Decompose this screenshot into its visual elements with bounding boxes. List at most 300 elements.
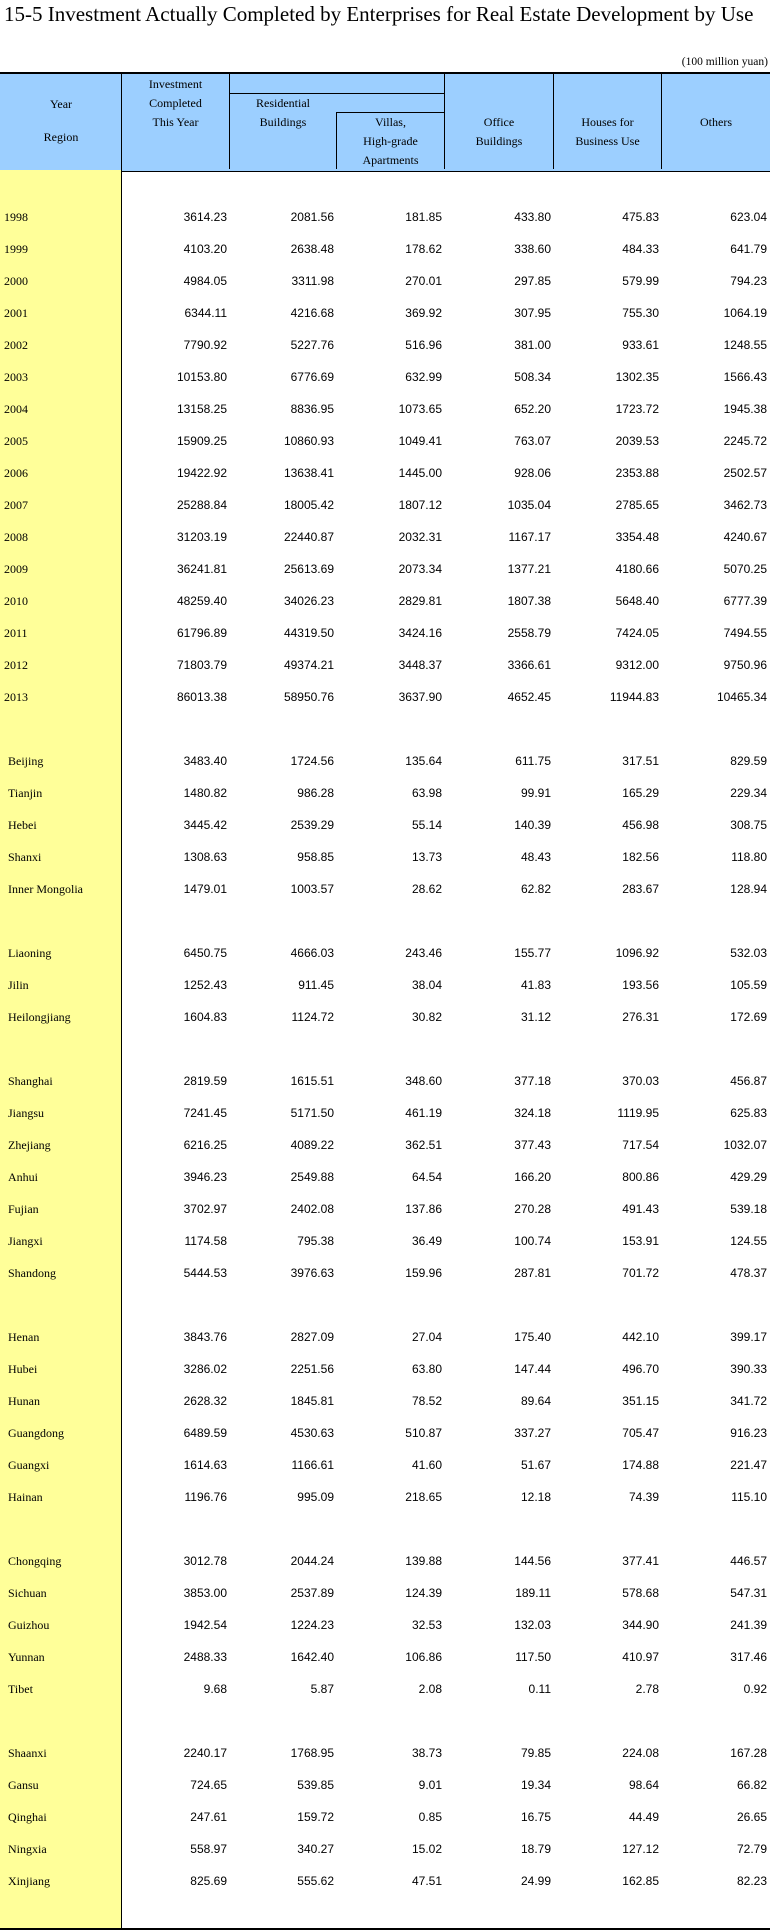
table-cell: 2537.89 xyxy=(290,1586,334,1600)
table-row xyxy=(0,306,770,326)
table-cell: 1252.43 xyxy=(183,978,227,992)
table-cell: 429.29 xyxy=(730,1170,767,1184)
table-cell: 1167.17 xyxy=(508,530,551,544)
table-cell: 159.72 xyxy=(297,1810,334,1824)
year-label: 2011 xyxy=(4,626,28,640)
table-cell: 124.39 xyxy=(405,1586,442,1600)
table-cell: 2044.24 xyxy=(290,1554,334,1568)
table-cell: 44319.50 xyxy=(283,626,334,640)
header-residential: Residential Buildings xyxy=(256,96,310,129)
table-cell: 36.49 xyxy=(411,1234,442,1248)
table-cell: 701.72 xyxy=(622,1266,659,1280)
region-label: Henan xyxy=(8,1330,40,1344)
table-cell: 547.31 xyxy=(730,1586,767,1600)
table-cell: 795.38 xyxy=(297,1234,334,1248)
year-label: 2008 xyxy=(4,530,28,544)
table-row xyxy=(0,1074,770,1094)
region-label: Guizhou xyxy=(8,1618,50,1632)
table-cell: 4530.63 xyxy=(290,1426,334,1440)
table-cell: 167.28 xyxy=(730,1746,767,1760)
region-label: Anhui xyxy=(8,1170,38,1184)
table-row xyxy=(0,1458,770,1478)
table-row xyxy=(0,1586,770,1606)
table-cell: 66.82 xyxy=(736,1778,767,1792)
region-label: Jiangxi xyxy=(8,1234,43,1248)
table-cell: 100.74 xyxy=(514,1234,551,1248)
year-label: 2007 xyxy=(4,498,28,512)
table-cell: 174.88 xyxy=(622,1458,659,1472)
table-cell: 1166.61 xyxy=(291,1458,334,1472)
table-row xyxy=(0,1682,770,1702)
table-cell: 139.88 xyxy=(405,1554,442,1568)
table-cell: 147.44 xyxy=(514,1362,551,1376)
table-cell: 3354.48 xyxy=(615,530,659,544)
table-cell: 456.98 xyxy=(622,818,659,832)
table-cell: 2.08 xyxy=(418,1682,442,1696)
table-cell: 3483.40 xyxy=(183,754,227,768)
table-cell: 1942.54 xyxy=(183,1618,227,1632)
region-label: Shaanxi xyxy=(8,1746,47,1760)
table-cell: 24.99 xyxy=(520,1874,551,1888)
table-cell: 995.09 xyxy=(297,1490,334,1504)
table-cell: 44.49 xyxy=(628,1810,659,1824)
table-cell: 1174.58 xyxy=(184,1234,227,1248)
table-cell: 6216.25 xyxy=(183,1138,227,1152)
table-cell: 478.37 xyxy=(730,1266,767,1280)
table-cell: 6489.59 xyxy=(183,1426,227,1440)
table-cell: 71803.79 xyxy=(176,658,227,672)
table-cell: 1003.57 xyxy=(290,882,334,896)
table-row xyxy=(0,1394,770,1414)
region-label: Guangxi xyxy=(8,1458,50,1472)
table-cell: 9.68 xyxy=(203,1682,227,1696)
table-cell: 461.19 xyxy=(405,1106,442,1120)
table-cell: 410.97 xyxy=(622,1650,659,1664)
table-cell: 41.60 xyxy=(411,1458,442,1472)
table-cell: 4103.20 xyxy=(183,242,227,256)
region-label: Gansu xyxy=(8,1778,39,1792)
table-cell: 22440.87 xyxy=(283,530,334,544)
table-cell: 641.79 xyxy=(730,242,767,256)
table-cell: 38.73 xyxy=(411,1746,442,1760)
table-cell: 118.80 xyxy=(731,850,767,864)
region-label: Shanghai xyxy=(8,1074,53,1088)
table-cell: 1479.01 xyxy=(183,882,227,896)
table-cell: 539.18 xyxy=(730,1202,767,1216)
table-row xyxy=(0,1778,770,1798)
table-cell: 1615.51 xyxy=(290,1074,334,1088)
region-label: Jiangsu xyxy=(8,1106,44,1120)
table-row xyxy=(0,658,770,678)
table-row xyxy=(0,850,770,870)
table-cell: 5070.25 xyxy=(723,562,767,576)
table-row xyxy=(0,498,770,518)
table-cell: 510.87 xyxy=(405,1426,442,1440)
table-cell: 3853.00 xyxy=(183,1586,227,1600)
table-cell: 516.96 xyxy=(405,338,442,352)
table-cell: 51.67 xyxy=(520,1458,551,1472)
table-cell: 135.64 xyxy=(405,754,442,768)
year-label: 2006 xyxy=(4,466,28,480)
table-cell: 558.97 xyxy=(190,1842,227,1856)
table-cell: 243.46 xyxy=(405,946,442,960)
table-cell: 307.95 xyxy=(514,306,551,320)
table-cell: 344.90 xyxy=(622,1618,659,1632)
header-region: Region xyxy=(43,130,79,144)
table-cell: 36241.81 xyxy=(176,562,227,576)
table-row xyxy=(0,1330,770,1350)
table-cell: 611.75 xyxy=(515,754,551,768)
table-cell: 377.41 xyxy=(622,1554,659,1568)
table-cell: 340.27 xyxy=(297,1842,334,1856)
table-cell: 491.43 xyxy=(622,1202,659,1216)
table-cell: 3462.73 xyxy=(723,498,767,512)
region-label: Yunnan xyxy=(8,1650,45,1664)
unit-label: (100 million yuan) xyxy=(681,56,768,68)
table-row xyxy=(0,1138,770,1158)
header-others: Others xyxy=(700,115,732,129)
table-row xyxy=(0,1874,770,1894)
table-cell: 1308.63 xyxy=(183,850,227,864)
table-cell: 1302.35 xyxy=(615,370,659,384)
year-label: 2002 xyxy=(4,338,28,352)
table-cell: 337.27 xyxy=(514,1426,551,1440)
table-cell: 2245.72 xyxy=(723,434,767,448)
table-cell: 1096.92 xyxy=(615,946,659,960)
table-cell: 717.54 xyxy=(622,1138,659,1152)
table-cell: 1049.41 xyxy=(398,434,442,448)
region-label: Shandong xyxy=(8,1266,56,1280)
table-cell: 2.78 xyxy=(635,1682,659,1696)
table-cell: 137.86 xyxy=(405,1202,442,1216)
table-cell: 172.69 xyxy=(730,1010,767,1024)
table-cell: 3424.16 xyxy=(398,626,442,640)
table-cell: 13158.25 xyxy=(176,402,227,416)
table-cell: 2549.88 xyxy=(290,1170,334,1184)
table-cell: 829.59 xyxy=(730,754,767,768)
table-cell: 19.34 xyxy=(520,1778,551,1792)
table-row xyxy=(0,1618,770,1638)
table-cell: 446.57 xyxy=(730,1554,767,1568)
table-row xyxy=(0,338,770,358)
table-cell: 916.23 xyxy=(730,1426,767,1440)
table-cell: 27.04 xyxy=(411,1330,442,1344)
table-cell: 5444.53 xyxy=(183,1266,227,1280)
table-cell: 247.61 xyxy=(190,1810,227,1824)
region-label: Hunan xyxy=(8,1394,40,1408)
table-cell: 99.91 xyxy=(520,786,551,800)
table-cell: 166.20 xyxy=(514,1170,551,1184)
table-cell: 1807.38 xyxy=(507,594,551,608)
table-row xyxy=(0,242,770,262)
table-cell: 26.65 xyxy=(736,1810,767,1824)
table-cell: 2558.79 xyxy=(507,626,551,640)
table-cell: 475.83 xyxy=(622,210,659,224)
table-cell: 132.03 xyxy=(514,1618,551,1632)
table-row xyxy=(0,786,770,806)
table-cell: 9312.00 xyxy=(615,658,659,672)
table-cell: 2039.53 xyxy=(615,434,659,448)
region-label: Tibet xyxy=(8,1682,33,1696)
header-villas: Villas, High-grade Apartments xyxy=(362,115,419,167)
year-label: 2010 xyxy=(4,594,28,608)
table-row xyxy=(0,1554,770,1574)
table-cell: 4984.05 xyxy=(183,274,227,288)
table-cell: 8836.95 xyxy=(290,402,334,416)
table-cell: 3702.97 xyxy=(183,1202,227,1216)
year-label: 2012 xyxy=(4,658,28,672)
table-cell: 1124.72 xyxy=(291,1010,334,1024)
table-cell: 89.64 xyxy=(520,1394,551,1408)
table-cell: 229.34 xyxy=(730,786,767,800)
table-cell: 362.51 xyxy=(405,1138,442,1152)
table-cell: 2251.56 xyxy=(290,1362,334,1376)
table-row xyxy=(0,882,770,902)
table-cell: 15.02 xyxy=(411,1842,442,1856)
table-cell: 159.96 xyxy=(405,1266,442,1280)
table-cell: 297.85 xyxy=(514,274,551,288)
table-cell: 317.46 xyxy=(730,1650,767,1664)
table-cell: 55.14 xyxy=(411,818,442,832)
table-cell: 1845.81 xyxy=(290,1394,334,1408)
table-cell: 0.11 xyxy=(528,1682,551,1696)
table-cell: 5.87 xyxy=(310,1682,334,1696)
table-cell: 6450.75 xyxy=(183,946,227,960)
year-label: 2013 xyxy=(4,690,28,704)
table-cell: 825.69 xyxy=(190,1874,227,1888)
table-cell: 165.29 xyxy=(622,786,659,800)
year-label: 2003 xyxy=(4,370,28,384)
table-cell: 105.59 xyxy=(730,978,767,992)
table-cell: 532.03 xyxy=(730,946,767,960)
table-row xyxy=(0,274,770,294)
table-cell: 1480.82 xyxy=(183,786,227,800)
table-cell: 218.65 xyxy=(405,1490,442,1504)
table-row xyxy=(0,1170,770,1190)
table-cell: 3445.42 xyxy=(183,818,227,832)
table-cell: 193.56 xyxy=(622,978,659,992)
table-cell: 5648.40 xyxy=(615,594,659,608)
table-cell: 539.85 xyxy=(297,1778,334,1792)
region-label: Ningxia xyxy=(8,1842,47,1856)
region-label: Hubei xyxy=(8,1362,38,1376)
table-row xyxy=(0,210,770,230)
table-cell: 28.62 xyxy=(411,882,442,896)
table-cell: 381.00 xyxy=(514,338,551,352)
table-cell: 2827.09 xyxy=(290,1330,334,1344)
table-cell: 2488.33 xyxy=(183,1650,227,1664)
table-cell: 1248.55 xyxy=(723,338,767,352)
table-cell: 928.06 xyxy=(514,466,551,480)
table-cell: 0.85 xyxy=(418,1810,442,1824)
table-cell: 1224.23 xyxy=(290,1618,334,1632)
table-cell: 390.33 xyxy=(730,1362,767,1376)
table-cell: 986.28 xyxy=(297,786,334,800)
table-cell: 578.68 xyxy=(622,1586,659,1600)
table-cell: 1945.38 xyxy=(723,402,767,416)
table-cell: 755.30 xyxy=(622,306,659,320)
table-cell: 623.04 xyxy=(730,210,767,224)
table-cell: 19422.92 xyxy=(176,466,227,480)
table-cell: 0.92 xyxy=(743,1682,767,1696)
table-row xyxy=(0,690,770,710)
table-row xyxy=(0,754,770,774)
table-cell: 221.47 xyxy=(730,1458,767,1472)
region-label: Tianjin xyxy=(8,786,43,800)
table-cell: 3976.63 xyxy=(290,1266,334,1280)
table-cell: 3843.76 xyxy=(183,1330,227,1344)
table-cell: 348.60 xyxy=(405,1074,442,1088)
table-cell: 1377.21 xyxy=(507,562,551,576)
region-label: Heilongjiang xyxy=(8,1010,71,1024)
table-cell: 63.80 xyxy=(411,1362,442,1376)
table-cell: 508.34 xyxy=(514,370,551,384)
table-cell: 1032.07 xyxy=(723,1138,767,1152)
table-cell: 106.86 xyxy=(405,1650,442,1664)
table-cell: 5171.50 xyxy=(290,1106,334,1120)
table-row xyxy=(0,466,770,486)
table-cell: 117.50 xyxy=(515,1650,551,1664)
table-cell: 2073.34 xyxy=(398,562,442,576)
table-cell: 2638.48 xyxy=(290,242,334,256)
table-row xyxy=(0,1650,770,1670)
table-cell: 144.56 xyxy=(514,1554,551,1568)
table-cell: 115.10 xyxy=(731,1490,767,1504)
table-cell: 5227.76 xyxy=(290,338,334,352)
table-cell: 162.85 xyxy=(622,1874,659,1888)
year-label: 1999 xyxy=(4,242,28,256)
table-cell: 1807.12 xyxy=(398,498,442,512)
table-cell: 6777.39 xyxy=(723,594,767,608)
table-cell: 911.45 xyxy=(298,978,334,992)
table-row xyxy=(0,1266,770,1286)
region-label: Chongqing xyxy=(8,1554,62,1568)
table-cell: 7494.55 xyxy=(723,626,767,640)
region-label: Zhejiang xyxy=(8,1138,51,1152)
table-cell: 241.39 xyxy=(730,1618,767,1632)
table-cell: 456.87 xyxy=(730,1074,767,1088)
table-cell: 181.85 xyxy=(405,210,442,224)
table-cell: 324.18 xyxy=(514,1106,551,1120)
table-cell: 283.67 xyxy=(622,882,659,896)
table-cell: 79.85 xyxy=(520,1746,551,1760)
table-cell: 82.23 xyxy=(736,1874,767,1888)
table-cell: 579.99 xyxy=(622,274,659,288)
year-label: 2005 xyxy=(4,434,28,448)
table-cell: 1724.56 xyxy=(290,754,334,768)
table-cell: 10153.80 xyxy=(176,370,227,384)
table-cell: 369.92 xyxy=(405,306,442,320)
table-cell: 4240.67 xyxy=(723,530,767,544)
table-cell: 1035.04 xyxy=(507,498,551,512)
table-cell: 34026.23 xyxy=(283,594,334,608)
table-cell: 276.31 xyxy=(622,1010,659,1024)
table-row xyxy=(0,1490,770,1510)
table-cell: 224.08 xyxy=(622,1746,659,1760)
region-label: Shanxi xyxy=(8,850,42,864)
table-row xyxy=(0,946,770,966)
table-cell: 7790.92 xyxy=(183,338,227,352)
table-cell: 74.39 xyxy=(628,1490,659,1504)
table-cell: 4216.68 xyxy=(290,306,334,320)
table-cell: 724.65 xyxy=(190,1778,227,1792)
region-label: Inner Mongolia xyxy=(8,882,83,896)
year-label: 1998 xyxy=(4,210,28,224)
table-cell: 6776.69 xyxy=(290,370,334,384)
table-cell: 1064.19 xyxy=(723,306,767,320)
table-row xyxy=(0,402,770,422)
table-row xyxy=(0,1234,770,1254)
table-cell: 86013.38 xyxy=(176,690,227,704)
table-cell: 1445.00 xyxy=(398,466,442,480)
table-cell: 182.56 xyxy=(622,850,659,864)
table-cell: 338.60 xyxy=(514,242,551,256)
table-cell: 41.83 xyxy=(520,978,551,992)
region-label: Guangdong xyxy=(8,1426,64,1440)
table-cell: 1642.40 xyxy=(290,1650,334,1664)
table-cell: 794.23 xyxy=(730,274,767,288)
region-label: Hebei xyxy=(8,818,37,832)
year-label: 2001 xyxy=(4,306,28,320)
table-cell: 3286.02 xyxy=(183,1362,227,1376)
table-row xyxy=(0,1810,770,1830)
table-cell: 16.75 xyxy=(520,1810,551,1824)
table-cell: 3637.90 xyxy=(398,690,442,704)
table-cell: 270.28 xyxy=(514,1202,551,1216)
table-cell: 13.73 xyxy=(411,850,442,864)
page-title: 15-5 Investment Actually Completed by Enterprises for Real Estate Development by Use xyxy=(4,2,754,26)
table-cell: 2502.57 xyxy=(723,466,767,480)
table-cell: 15909.25 xyxy=(176,434,227,448)
table-cell: 2032.31 xyxy=(398,530,442,544)
table-cell: 351.15 xyxy=(622,1394,659,1408)
table-cell: 317.51 xyxy=(622,754,659,768)
table-cell: 705.47 xyxy=(622,1426,659,1440)
region-label: Fujian xyxy=(8,1202,39,1216)
table-cell: 10465.34 xyxy=(716,690,767,704)
table-row xyxy=(0,1426,770,1446)
table-row xyxy=(0,1106,770,1126)
table-cell: 555.62 xyxy=(297,1874,334,1888)
table-cell: 484.33 xyxy=(622,242,659,256)
table-row xyxy=(0,434,770,454)
table-cell: 4180.66 xyxy=(615,562,659,576)
table-cell: 3311.98 xyxy=(291,274,334,288)
table-cell: 72.79 xyxy=(736,1842,767,1856)
table-cell: 31.12 xyxy=(520,1010,551,1024)
table-cell: 1614.63 xyxy=(183,1458,227,1472)
table-cell: 11944.83 xyxy=(609,690,659,704)
table-cell: 13638.41 xyxy=(283,466,334,480)
region-label: Qinghai xyxy=(8,1810,47,1824)
table-cell: 12.18 xyxy=(520,1490,551,1504)
region-label: Hainan xyxy=(8,1490,43,1504)
table-cell: 308.75 xyxy=(730,818,767,832)
table-cell: 3448.37 xyxy=(398,658,442,672)
region-label: Xinjiang xyxy=(8,1874,50,1888)
table-cell: 140.39 xyxy=(514,818,551,832)
table-cell: 3012.78 xyxy=(183,1554,227,1568)
region-label: Sichuan xyxy=(8,1586,47,1600)
table-cell: 25288.84 xyxy=(176,498,227,512)
year-label: 2000 xyxy=(4,274,28,288)
table-row xyxy=(0,1842,770,1862)
table-cell: 58950.76 xyxy=(283,690,334,704)
table-cell: 10860.93 xyxy=(283,434,334,448)
table-cell: 9.01 xyxy=(418,1778,442,1792)
table-row xyxy=(0,562,770,582)
table-cell: 62.82 xyxy=(520,882,551,896)
